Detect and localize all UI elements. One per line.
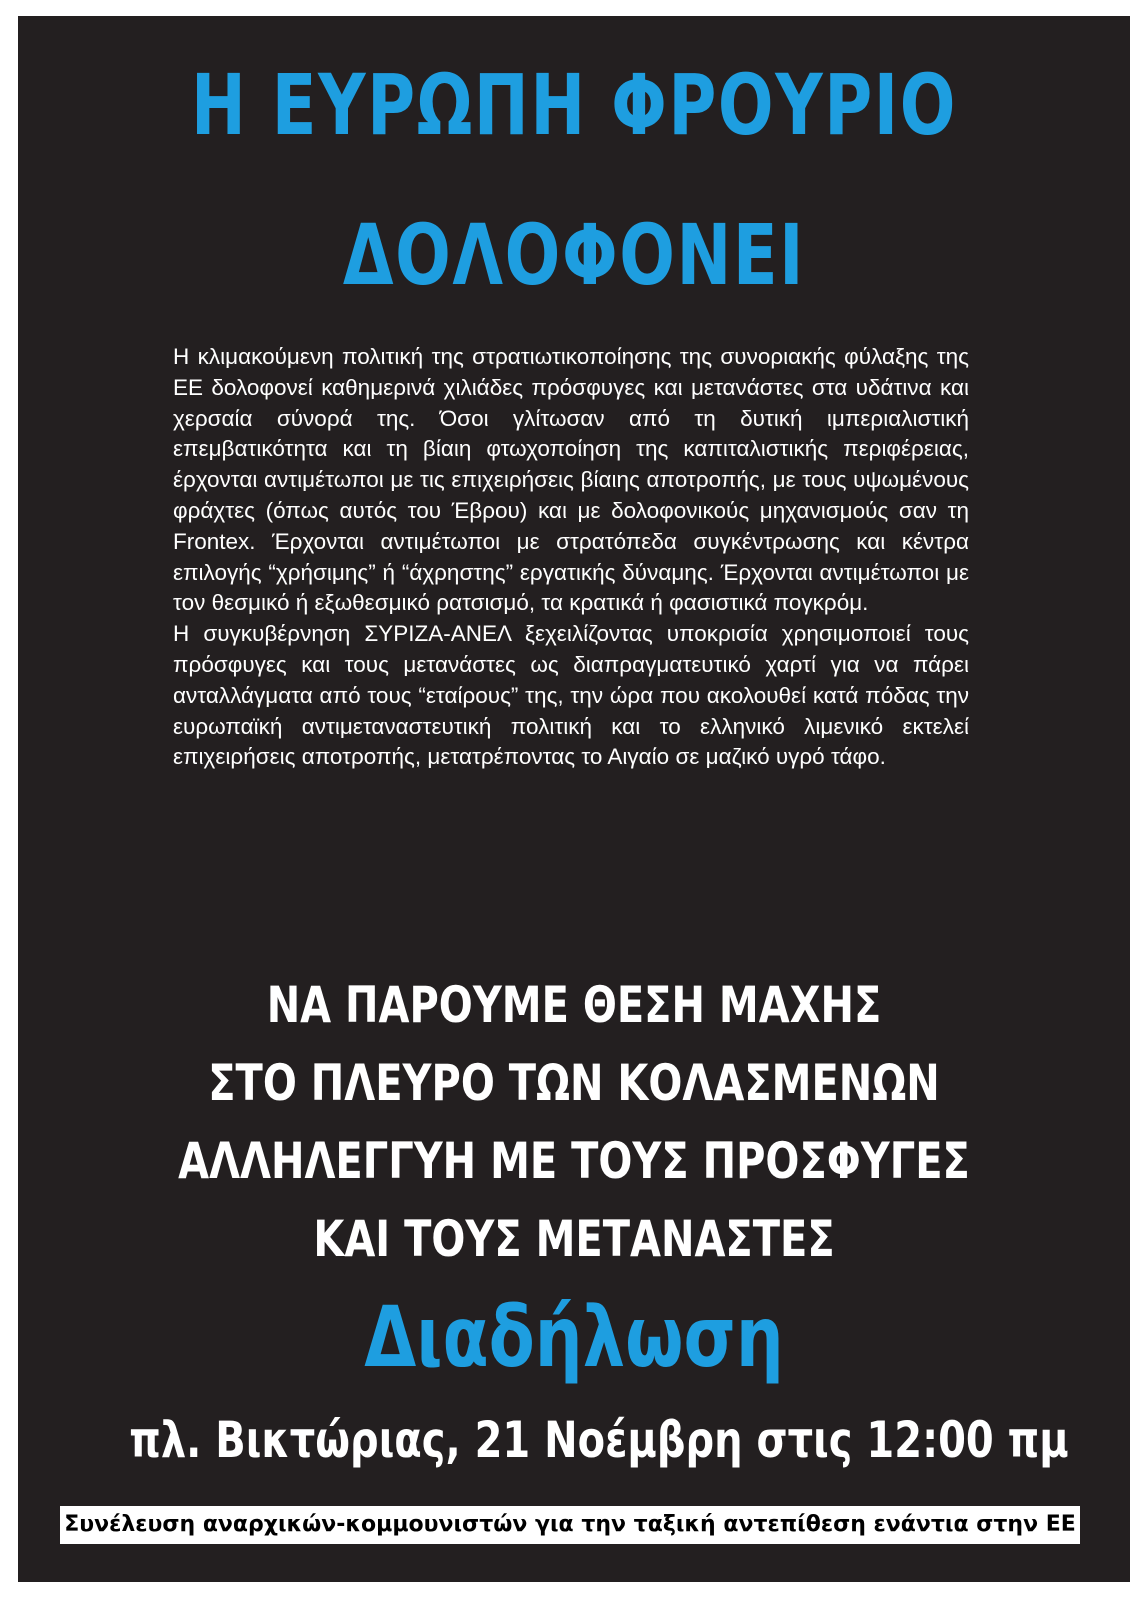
body-paragraph-2: Η συγκυβέρνηση ΣΥΡΙΖΑ-ΑΝΕΛ ξεχειλίζοντας υποκρισία χρησιμοποιεί τους πρόσφυγες και τους μετανάστες ως διαπραγματευτικό χαρτί για να πάρει ανταλλάγματα από τους “εταίρους” της, την ώρα που ακολουθεί κατά πόδας την ευρωπαϊκή αντιμεταναστευτική πολιτική και το ελληνικό λιμενικό εκτελεί επιχειρήσεις αποτροπής, μετατρέποντας το Αιγαίο σε μαζικό υγρό τάφο. xyxy=(173,621,969,770)
poster xyxy=(18,16,1130,1582)
headline-line-1: Η ΕΥΡΩΠΗ ΦΡΟΥΡΙΟ xyxy=(191,56,957,154)
body-text xyxy=(173,342,969,773)
signature-box: Συνέλευση αναρχικών-κομμουνιστών για την ταξική αντεπίθεση ενάντια στην ΕΕ xyxy=(60,1506,1080,1544)
slogan-line-2: ΣΤΟ ΠΛΕΥΡΟ ΤΩΝ ΚΟΛΑΣΜΕΝΩΝ xyxy=(208,1054,940,1112)
slogan-line-3: ΑΛΛΗΛΕΓΓΥΗ ΜΕ ΤΟΥΣ ΠΡΟΣΦΥΓΕΣ xyxy=(178,1132,970,1190)
headline-line-2: ΔΟΛΟΦΟΝΕΙ xyxy=(342,206,806,304)
slogans xyxy=(18,966,1130,1278)
body-paragraph-1: Η κλιμακούμενη πολιτική της στρατιωτικοποίησης της συνοριακής φύλαξης της ΕΕ δολοφονεί καθημερινά χιλιάδες πρόσφυγες και μετανάστες στα υδάτινα και χερσαία σύνορά της. Όσοι γλίτωσαν από τη δυτική ιμπεριαλιστική επεμβατικότητα και τη βίαιη φτωχοποίηση της καπιταλιστικής περιφέρειας, έρχονται αντιμέτωποι με τις επιχειρήσεις βίαιης αποτροπής, με τους υψωμένους φράχτες (όπως αυτός του Έβρου) και με δολοφονικούς μηχανισμούς σαν τη Frontex. Έρχονται αντιμέτωποι με στρατόπεδα συγκέντρωσης και κέντρα επιλογής “χρήσιμης” ή “άχρηστης” εργατικής δύναμης. Έρχονται αντιμέτωποι με τον θεσμικό ή εξωθεσμικό ρατσισμό, τα κρατικά ή φασιστικά πογκρόμ. xyxy=(173,344,969,616)
slogan-line-1: ΝΑ ΠΑΡΟΥΜΕ ΘΕΣΗ ΜΑΧΗΣ xyxy=(266,976,882,1034)
event-details: πλ. Βικτώριας, 21 Νοέμβρη στις 12:00 πμ xyxy=(129,1411,1069,1469)
slogan-line-4: ΚΑΙ ΤΟΥΣ ΜΕΤΑΝΑΣΤΕΣ xyxy=(313,1210,835,1268)
event-title: Διαδήλωση xyxy=(364,1288,784,1386)
